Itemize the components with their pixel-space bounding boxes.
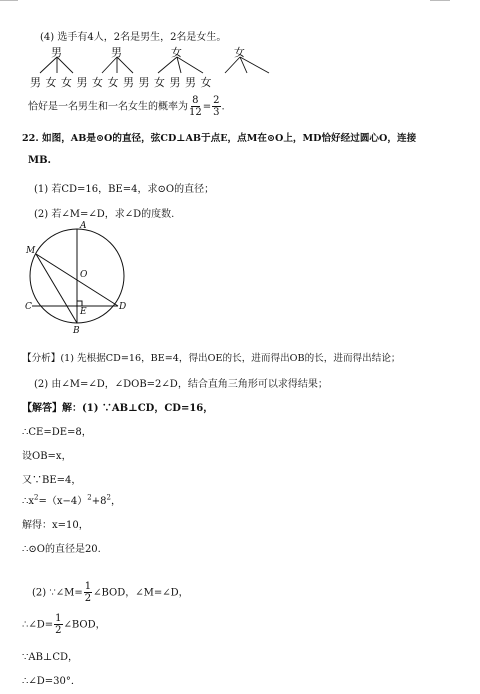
p2c-den: 2 xyxy=(55,625,62,636)
sol4-a: ∴x xyxy=(22,496,35,507)
p2c-b: ∠BOD， xyxy=(63,619,106,631)
q22-stem-line2: MB. xyxy=(28,155,52,166)
sol4-sup3: 2 xyxy=(106,493,111,502)
prob-den: 12 xyxy=(189,107,202,118)
sol4-sup2: 2 xyxy=(87,493,92,502)
circle-o xyxy=(30,229,127,323)
label-e: E xyxy=(80,307,87,317)
p2-num: 1 xyxy=(84,581,92,592)
sol-line5: 解得：x=10， xyxy=(22,520,89,531)
prob-den2: 3 xyxy=(213,107,220,118)
q22-part1: (1) 若CD=16，BE=4，求⊙O的直径； xyxy=(34,184,215,195)
prob-fraction-2 xyxy=(212,96,220,118)
tree-root-4: 女 xyxy=(234,46,245,59)
q4-probability xyxy=(28,96,225,118)
analysis-line2: (2) 由∠M=∠D，∠DOB=2∠D，结合直角三角形可以求得结果； xyxy=(34,379,328,390)
analysis-line1: 【分析】(1) 先根据CD=16，BE=4，得出OE的长，进而得出OB的长，进而得出结论； xyxy=(22,353,401,364)
p2-fraction xyxy=(84,582,92,604)
top-rule-left xyxy=(0,0,18,1)
p2-b: ∠BOD，∠M=∠D， xyxy=(93,587,189,599)
line-md xyxy=(36,254,118,306)
p2c-num: 1 xyxy=(55,613,62,624)
sol4-c: +8 xyxy=(91,496,107,507)
tree-root-3: 女 xyxy=(171,46,182,59)
prob-fraction-1 xyxy=(189,96,202,118)
tree-root-1: 男 xyxy=(51,46,62,59)
q22-part2: (2) 若∠M=∠D，求∠D的度数. xyxy=(34,209,175,220)
prob-eq: = xyxy=(202,101,212,113)
sol4-d: ， xyxy=(110,496,121,507)
p2-line4: ∴∠D=30°． xyxy=(22,676,81,687)
sol-line6: ∴⊙O的直径是20. xyxy=(22,544,101,555)
sol4-sup: 2 xyxy=(34,493,39,502)
sol4-b: =（x−4） xyxy=(38,496,88,507)
p2c-fraction xyxy=(54,614,62,636)
sol-line3: 又∵BE=4， xyxy=(22,475,82,486)
sol-line4 xyxy=(22,492,121,507)
prob-prefix: 恰好是一名男生和一名女生的概率为 xyxy=(28,101,188,113)
label-m: M xyxy=(26,246,36,256)
sol-line1: ∴CE=DE=8， xyxy=(22,427,92,438)
label-d: D xyxy=(119,302,127,312)
p2c-a: ∴∠D= xyxy=(22,619,54,631)
prob-num: 8 xyxy=(192,95,199,106)
p2-den: 2 xyxy=(84,593,92,604)
line-mb xyxy=(36,254,77,323)
tree-leaves: 男 女 女 男 女 女 男 男 女 男 男 女 xyxy=(30,76,212,89)
label-b: B xyxy=(73,326,80,336)
q22-stem-line1: 22. 如图，AB是⊙O的直径，弦CD⊥AB于点E，点M在⊙O上，MD恰好经过圆心O，连接 xyxy=(22,133,417,144)
label-a: A xyxy=(80,221,87,231)
p2-a: (2) ∵∠M= xyxy=(32,587,83,599)
solution-head: 【解答】解：(1) ∵AB⊥CD，CD=16， xyxy=(22,403,214,414)
top-rule-right xyxy=(430,0,450,1)
p2-line2 xyxy=(22,614,106,636)
q4-intro: (4) 选手有4人，2名是男生，2名是女生。 xyxy=(40,32,227,43)
prob-end: . xyxy=(221,101,225,113)
label-o: O xyxy=(80,270,88,280)
sol-line2: 设OB=x， xyxy=(22,451,72,462)
right-angle-mark xyxy=(77,301,82,306)
tree-root-2: 男 xyxy=(111,46,122,59)
label-c: C xyxy=(25,302,32,312)
p2-line3: ∵AB⊥CD， xyxy=(22,652,79,663)
prob-num2: 2 xyxy=(213,95,220,106)
p2-line1 xyxy=(32,582,189,604)
